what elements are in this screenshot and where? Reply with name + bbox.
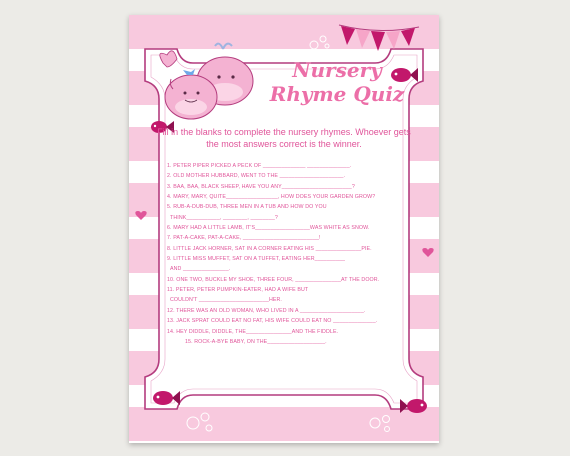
question-item: 8. LITTLE JACK HORNER, SAT IN A CORNER EATING HIS _______________PIE. <box>167 245 372 252</box>
question-continuation: AND _______________. <box>170 266 231 273</box>
heart-icon <box>422 247 434 258</box>
quiz-card <box>129 15 439 443</box>
fish-icon <box>399 396 429 416</box>
bunting-flags-icon <box>337 21 421 61</box>
page-title-line2: Rhyme Quiz <box>269 82 405 106</box>
question-item: 7. PAT-A-CAKE, PAT-A-CAKE, _________________________! <box>167 235 321 242</box>
question-item: 13. JACK SPRAT COULD EAT NO FAT, HIS WIFE COULD EAT NO ______________. <box>167 318 378 325</box>
question-item: 3. BAA, BAA, BLACK SHEEP, HAVE YOU ANY_______________________? <box>167 183 355 190</box>
question-item: 14. HEY DIDDLE, DIDDLE, THE_______________AND THE FIDDLE. <box>167 328 339 335</box>
instructions-text: Fill in the blanks to complete the nursery rhymes. Whoever gets the most answers correct is the winner. <box>157 127 411 149</box>
fish-icon <box>151 388 181 408</box>
question-list <box>167 161 407 347</box>
question-item: 5. RUB-A-DUB-DUB, THREE MEN IN A TUB AND HOW DO YOU <box>167 204 327 211</box>
question-item: 2. OLD MOTHER HUBBARD, WENT TO THE _____________________. <box>167 173 346 180</box>
question-item: 15. ROCK-A-BYE BABY, ON THE___________________. <box>185 338 327 345</box>
question-continuation: THINK___________, ________, ________? <box>170 214 278 221</box>
question-item: 6. MARY HAD A LITTLE LAMB, IT'S__________________WAS WHITE AS SNOW. <box>167 225 370 232</box>
bubble-icon <box>185 408 215 434</box>
question-item: 9. LITTLE MISS MUFFET, SAT ON A TUFFET, EATING HER__________ <box>167 256 346 263</box>
question-continuation: COULDN'T _______________________HER. <box>170 297 282 304</box>
question-item: 12. THERE WAS AN OLD WOMAN, WHO LIVED IN A _____________________. <box>167 307 366 314</box>
heart-icon <box>135 210 147 221</box>
question-item: 1. PETER PIPER PICKED A PECK OF ______________ ______________. <box>167 163 352 169</box>
bubble-icon <box>309 33 331 51</box>
bubble-icon <box>365 411 395 435</box>
question-item: 11. PETER, PETER PUMPKIN-EATER, HAD A WIFE BUT <box>167 287 309 294</box>
whale-icon <box>143 37 261 129</box>
question-item: 4. MARY, MARY, QUITE_________________, HOW DOES YOUR GARDEN GROW? <box>167 194 376 201</box>
question-item: 10. ONE TWO, BUCKLE MY SHOE, THREE FOUR, _______________AT THE DOOR. <box>167 276 380 283</box>
page-title-line1: Nursery <box>292 58 382 82</box>
